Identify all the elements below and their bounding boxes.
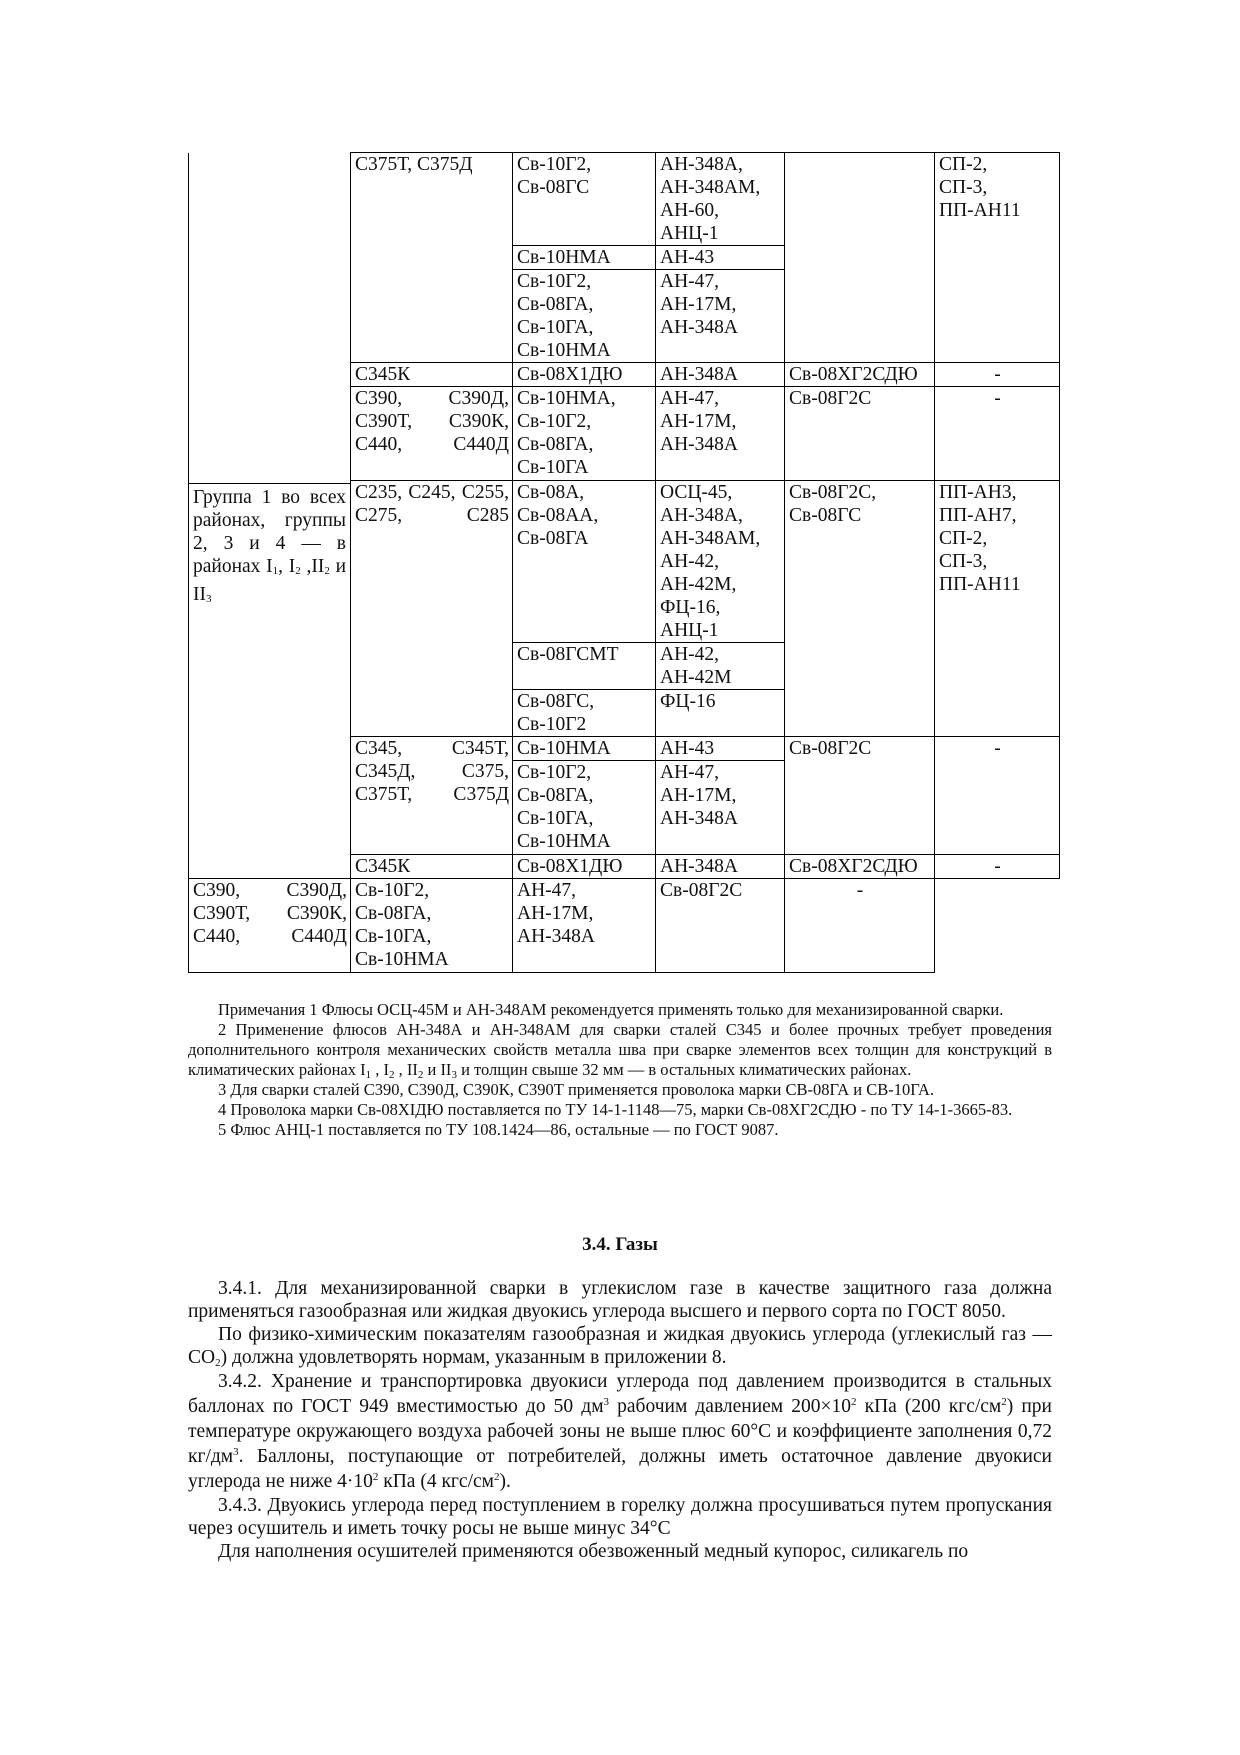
welding-wire-cell: Св-08ГС, Св-10Г2: [513, 690, 656, 737]
section-body: [188, 1277, 1052, 1563]
co2-wire-cell: Св-08Г2С: [656, 879, 785, 973]
powder-wire-cell: СП-2, СП-3, ПП-АН11: [935, 153, 1060, 363]
co2-wire-cell: Св-08Г2С: [785, 737, 935, 855]
note-subscript: 3: [451, 1069, 457, 1081]
powder-wire-cell: -: [935, 855, 1060, 879]
paragraph-3-4-3: 3.4.3. Двуокись углерода перед поступлением в горелку должна просушиваться путем пропускания через осушитель и иметь точку росы не выше минус 34°С: [188, 1495, 1052, 1539]
welding-wire-cell: Св-10НМА: [513, 246, 656, 270]
welding-wire-cell: Св-10Г2, Св-08ГС: [513, 153, 656, 246]
flux-cell: АН-348А: [656, 363, 785, 387]
co2-wire-cell: Св-08ХГ2СДЮ: [785, 363, 935, 387]
welding-wire-cell: Св-08Х1ДЮ: [513, 363, 656, 387]
superscript: 3: [603, 1396, 610, 1408]
welding-wire-cell: Св-08Х1ДЮ: [513, 855, 656, 879]
group-text-part: Группа 1 во всех районах, группы 2, 3 и 4 — в районах I: [193, 487, 346, 577]
note-5: 5 Флюс АНЦ-1 поставляется по ТУ 108.1424—86, остальные — по ГОСТ 9087.: [218, 1120, 779, 1139]
paragraph-3-4-2: [188, 1369, 1052, 1494]
group-subscript: 3: [206, 593, 212, 605]
superscript: 2: [494, 1471, 500, 1483]
steel-grade-cell: С345К: [351, 363, 513, 387]
paragraph-co2-norms: [188, 1323, 1052, 1369]
flux-cell: АН-43: [656, 737, 785, 761]
welding-wire-cell: Св-08А, Св-08АА, Св-08ГА: [513, 481, 656, 643]
note-1: Примечания 1 Флюсы ОСЦ-45М и АН-348АМ рекомендуется применять только для механизированной сварки.: [218, 1000, 1004, 1019]
note-2: [188, 1020, 1052, 1080]
welding-wire-cell: Св-10Г2, Св-08ГА, Св-10ГА, Св-10НМА: [513, 761, 656, 855]
flux-cell: ОСЦ-45, АН-348А, АН-348АМ, АН-42, АН-42М, ФЦ-16, АНЦ-1: [656, 481, 785, 643]
table-row: [189, 879, 1060, 973]
group-subscript: 2: [324, 565, 330, 577]
group-subscript: 2: [295, 565, 301, 577]
welding-wire-cell: Св-10НМА, Св-10Г2, Св-08ГА, Св-10ГА: [513, 387, 656, 481]
paragraph-text: По физико-химическим показателям газообразная и жидкая двуокись углерода (углекислый газ — СО: [188, 1324, 1052, 1368]
flux-cell: АН-47, АН-17М, АН-348А: [656, 270, 785, 363]
co2-wire-cell: Св-08Г2С: [785, 387, 935, 481]
group-text-part: ,II: [300, 556, 325, 577]
steel-grade-cell: С390, С390Д, С390Т, С390К, С440, С440Д: [189, 879, 351, 973]
paragraph-text: 3.4.2. Хранение и транспортировка двуокиси углерода под давлением производится в стальных баллонах по ГОСТ 949 вместимостью до 50 дм: [188, 1371, 1052, 1417]
group-text-part: и II: [193, 556, 346, 605]
note-text: , I: [371, 1060, 389, 1079]
paragraph-text: ).: [499, 1471, 511, 1492]
superscript: 3: [233, 1446, 239, 1458]
paragraph-text: ) при температуре окружающего воздуха рабочей зоны не выше плюс 60°С и коэффициенте заполнения 0,72 кг/дм: [188, 1396, 1052, 1467]
paragraph-text: рабочим давлением 200×10: [609, 1396, 851, 1417]
note-text: 2 Применение флюсов АН-348А и АН-348АМ для сварки сталей С345 и более прочных требует проведения дополнительного контроля механических свойств металла шва при сварке элементов всех толщин для конструкций в климатических районах I: [188, 1020, 1052, 1079]
powder-wire-cell: -: [935, 387, 1060, 481]
group-subscript: 1: [272, 565, 279, 577]
steel-grade-cell: С345К: [351, 855, 513, 879]
flux-cell: АН-47, АН-17М, АН-348А: [513, 879, 656, 973]
paragraph-text: ) должна удовлетворять нормам, указанным в приложении 8.: [220, 1347, 727, 1368]
paragraph-3-4-1: 3.4.1. Для механизированной сварки в углекислом газе в качестве защитного газа должна применяться газообразная или жидкая двуокись углерода высшего и первого сорта по ГОСТ 8050.: [188, 1278, 1052, 1322]
steel-grade-cell: С345, С345Т, С345Д, С375, С375Т, С375Д: [351, 737, 513, 855]
flux-cell: АН-47, АН-17М, АН-348А: [656, 761, 785, 855]
note-3: 3 Для сварки сталей С390, С390Д, С390К, С390Т применяется проволока марки СВ-08ГА и СВ-10ГА.: [218, 1080, 934, 1099]
welding-wire-cell: Св-08ГСМТ: [513, 643, 656, 690]
group-divider-line: [188, 483, 351, 484]
section-heading: 3.4. Газы: [582, 1234, 658, 1255]
flux-cell: АН-42, АН-42М: [656, 643, 785, 690]
welding-wire-cell: Св-10Г2, Св-08ГА, Св-10ГА, Св-10НМА: [513, 270, 656, 363]
paragraph-text: кПа (4 кгс/см: [378, 1471, 494, 1492]
flux-cell: ФЦ-16: [656, 690, 785, 737]
climate-group-label: [193, 486, 346, 611]
note-text: и толщин свыше 32 мм — в остальных климатических районах.: [456, 1060, 912, 1079]
powder-wire-cell: -: [935, 737, 1060, 855]
paragraph-dryer: Для наполнения осушителей применяются обезвоженный медный купорос, силикагель по: [218, 1541, 969, 1562]
welding-wire-cell: Св-10НМА: [513, 737, 656, 761]
paragraph-text: кПа (200 кгс/см: [856, 1396, 1002, 1417]
table-notes: [188, 1000, 1052, 1140]
table-row: [189, 153, 1060, 246]
superscript: 2: [372, 1471, 379, 1483]
steel-grade-cell: С390, С390Д, С390Т, С390К, С440, С440Д: [351, 387, 513, 481]
group-text-part: , I: [278, 556, 296, 577]
paragraph-text: . Баллоны, поступающие от потребителей, должны иметь остаточное давление двуокиси углерода не ниже 4·10: [188, 1446, 1052, 1492]
note-subscript: 2: [417, 1069, 424, 1081]
note-text: и II: [423, 1060, 452, 1079]
flux-cell: АН-47, АН-17М, АН-348А: [656, 387, 785, 481]
co2-wire-cell: Св-08Г2С, Св-08ГС: [785, 481, 935, 737]
note-text: , II: [394, 1060, 418, 1079]
flux-cell: АН-43: [656, 246, 785, 270]
subscript: 2: [215, 1357, 221, 1369]
powder-wire-cell: ПП-АН3, ПП-АН7, СП-2, СП-3, ПП-АН11: [935, 481, 1060, 737]
powder-wire-cell: -: [785, 879, 935, 973]
co2-wire-cell: [785, 153, 935, 363]
note-subscript: 2: [388, 1069, 395, 1081]
superscript: 2: [1001, 1396, 1007, 1408]
note-4: 4 Проволока марки Св-08XIДЮ поставляется по ТУ 14-1-1148—75, марки Св-08ХГ2СДЮ - по ТУ 14-1-3665-83.: [218, 1100, 1013, 1119]
powder-wire-cell: -: [935, 363, 1060, 387]
co2-wire-cell: Св-08ХГ2СДЮ: [785, 855, 935, 879]
note-subscript: 1: [365, 1069, 372, 1081]
superscript: 2: [851, 1396, 857, 1408]
steel-grade-cell: С235, С245, С255, С275, С285: [351, 481, 513, 737]
flux-cell: АН-348А, АН-348АМ, АН-60, АНЦ-1: [656, 153, 785, 246]
welding-wire-cell: Св-10Г2, Св-08ГА, Св-10ГА, Св-10НМА: [351, 879, 513, 973]
steel-grade-cell: С375Т, С375Д: [351, 153, 513, 363]
flux-cell: АН-348А: [656, 855, 785, 879]
